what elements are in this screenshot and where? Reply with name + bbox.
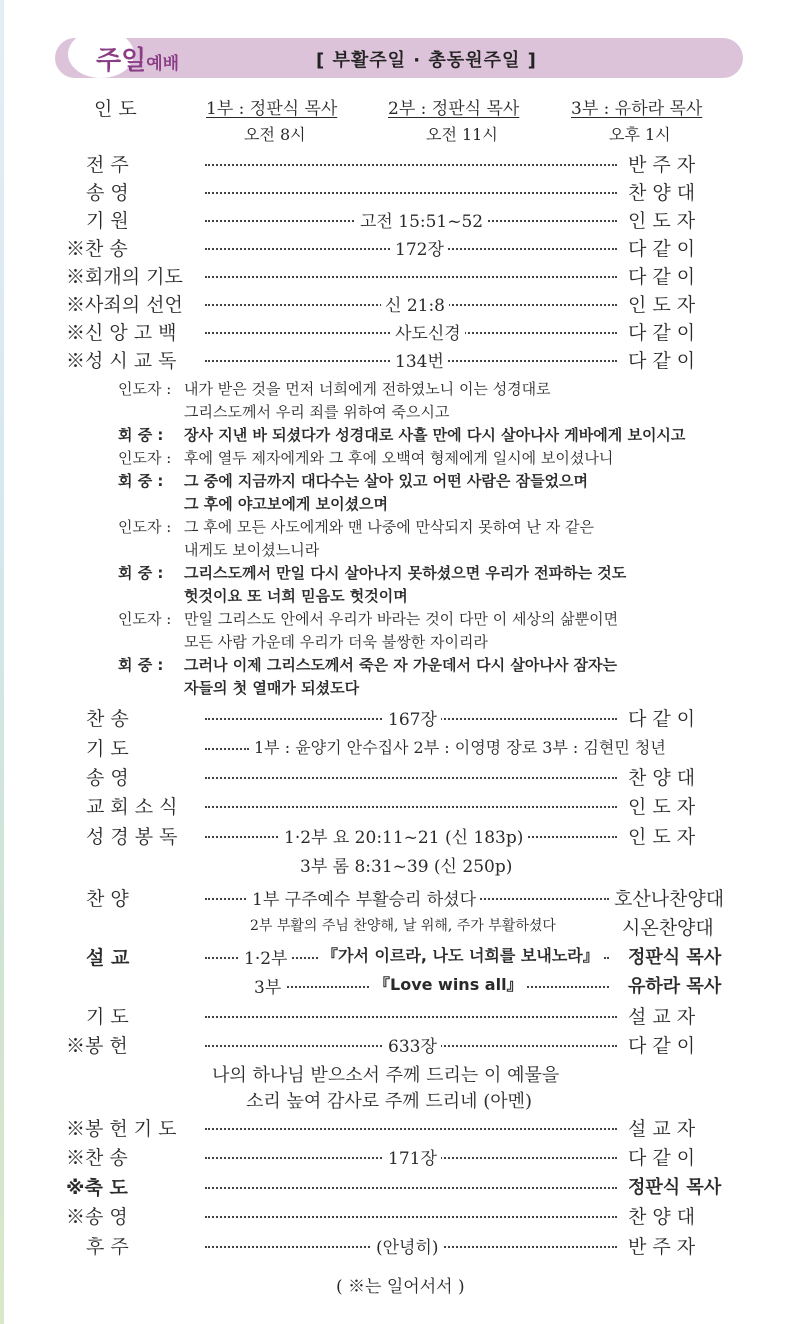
reading-line: 그러나 이제 그리스도께서 죽은 자 가운데서 다시 살아나사 잠자는 (184, 656, 618, 674)
reading-line: 그 후에 모든 사도에게와 맨 나중에 만삭되지 못하여 난 자 같은 (184, 518, 594, 536)
leader-dots (205, 1016, 617, 1018)
reading-line: 내가 받은 것을 먼저 너희에게 전하였노니 이는 성경대로 (184, 380, 551, 398)
row-center: 167장 (384, 705, 441, 730)
leader-label: 인도자 : (118, 380, 172, 398)
sermon-title-2: 『Love wins all』 (370, 972, 527, 995)
row-label: ※찬 송 (66, 238, 128, 260)
reading-line: 자들의 첫 열매가 되셨도다 (184, 679, 360, 697)
row-label: ※축 도 (66, 1177, 128, 1199)
anthem-choir-1: 호산나찬양대 (614, 888, 725, 910)
congregation-label: 회 중 : (118, 472, 164, 490)
row-label: ※송 영 (66, 1206, 128, 1228)
sermon-preacher-2: 유하라 목사 (628, 976, 722, 997)
row-right: 인 도 자 (628, 210, 696, 232)
leader-2: 2부 : 정판식 목사 (388, 99, 520, 119)
offering-text-2: 소리 높여 감사로 주께 드리네 (아멘) (246, 1091, 533, 1112)
anthem-choir-2: 시온찬양대 (622, 917, 714, 939)
reading-line: 그리스도께서 우리 죄를 위하여 죽으시고 (184, 403, 450, 421)
bible-passage-2: 3부 롬 8:31~39 (신 250p) (300, 857, 513, 877)
row-right: 다 같 이 (628, 350, 696, 372)
row-label: ※봉 헌 기 도 (66, 1118, 177, 1140)
leader-dots (205, 1187, 617, 1189)
row-label: ※봉 헌 (66, 1035, 128, 1057)
leader-dots (205, 748, 249, 750)
time-2: 오전 11시 (426, 125, 498, 144)
reading-line: 만일 그리스도 안에서 우리가 바라는 것이 다만 이 세상의 삶뿐이면 (184, 610, 619, 628)
leader-label: 인도자 : (118, 449, 172, 467)
leader-label: 인도자 : (118, 610, 172, 628)
anthem-2: 2부 부활의 주님 찬양해, 날 위해, 주가 부활하셨다 (250, 918, 556, 934)
congregation-label: 회 중 : (118, 656, 164, 674)
leader-dots (205, 1128, 617, 1130)
row-label: 후 주 (86, 1236, 129, 1258)
leader-dots (205, 806, 617, 808)
page-subtitle: [ 부활주일 · 총동원주일 ] (316, 50, 537, 71)
row-center: 134번 (391, 347, 448, 372)
row-label: ※성 시 교 독 (66, 350, 177, 372)
leader-dots (205, 164, 617, 166)
row-label: ※회개의 기도 (66, 266, 183, 288)
row-right: 설 교 자 (628, 1118, 696, 1140)
row-right: 설 교 자 (628, 1006, 696, 1028)
prayer-leaders: 1부 : 윤양기 안수집사 2부 : 이영명 장로 3부 : 김현민 청년 (254, 738, 666, 757)
row-right: 찬 양 대 (628, 182, 696, 204)
bible-passage-1: 1·2부 요 20:11~21 (신 183p) (280, 823, 527, 848)
row-right: 다 같 이 (628, 1035, 696, 1057)
title-sub: 예배 (146, 54, 180, 74)
leader-3: 3부 : 유하라 목사 (571, 99, 703, 119)
leaders-label: 인 도 (94, 98, 137, 120)
row-center: 신 21:8 (381, 291, 449, 316)
offering-text-1: 나의 하나님 받으소서 주께 드리는 이 예물을 (212, 1065, 560, 1086)
reading-line: 그 후에 야고보에게 보이셨으며 (184, 495, 389, 513)
row-right: 다 같 이 (628, 1147, 696, 1169)
row-label: ※사죄의 선언 (66, 294, 183, 316)
reading-line: 장사 지낸 바 되셨다가 성경대로 사흘 만에 다시 살아나사 게바에게 보이시고 (184, 426, 686, 444)
title-main: 주일 (96, 46, 147, 76)
leader-label: 인도자 : (118, 518, 172, 536)
row-label: 찬 양 (86, 888, 129, 910)
row-center: 633장 (384, 1032, 441, 1057)
time-1: 오전 8시 (244, 125, 306, 144)
anthem-1: 1부 구주예수 부활승리 하셨다 (248, 885, 480, 910)
leader-dots (205, 276, 617, 278)
reading-line: 그리스도께서 만일 다시 살아나지 못하셨으면 우리가 전파하는 것도 (184, 564, 627, 582)
row-label: 교 회 소 식 (86, 796, 178, 818)
sermon-preacher-1: 정판식 목사 (628, 947, 722, 968)
row-label: 설 교 (86, 947, 130, 969)
row-right: 정판식 목사 (628, 1177, 722, 1198)
row-label: 기 도 (86, 1006, 129, 1028)
row-right: 반 주 자 (628, 154, 696, 176)
row-right: 찬 양 대 (628, 1206, 696, 1228)
row-center: 사도신경 (391, 319, 465, 344)
row-label: 기 원 (86, 210, 129, 232)
reading-line: 후에 열두 제자에게와 그 후에 오백여 형제에게 일시에 보이셨나니 (184, 449, 614, 467)
row-label: 전 주 (86, 154, 129, 176)
leader-dots (205, 777, 617, 779)
row-right: 인 도 자 (628, 294, 696, 316)
sermon-title-1: 『가서 이르라, 나도 너희를 보내노라』 (318, 943, 603, 966)
row-right: 다 같 이 (628, 322, 696, 344)
reading-line: 그 중에 지금까지 대다수는 살아 있고 어떤 사람은 잠들었으며 (184, 472, 589, 490)
leader-1: 1부 : 정판식 목사 (206, 99, 338, 119)
row-right: 다 같 이 (628, 266, 696, 288)
footnote: ( ※는 일어서서 ) (336, 1277, 465, 1297)
leader-dots (205, 192, 617, 194)
sermon-service-1: 1·2부 (240, 944, 291, 969)
row-label: 송 영 (86, 767, 129, 789)
row-label: 성 경 봉 독 (86, 826, 178, 848)
leader-dots (205, 1216, 617, 1218)
congregation-label: 회 중 : (118, 564, 164, 582)
row-label: ※찬 송 (66, 1147, 128, 1169)
row-label: ※신 앙 고 백 (66, 322, 177, 344)
row-label: 기 도 (86, 738, 129, 760)
row-right: 찬 양 대 (628, 767, 696, 789)
reading-line: 내게도 보이셨느니라 (184, 541, 320, 559)
row-label: 찬 송 (86, 708, 129, 730)
reading-line: 헛것이요 또 너희 믿음도 헛것이며 (184, 587, 408, 605)
reading-line: 모든 사람 가운데 우리가 더욱 불쌍한 자이리라 (184, 633, 488, 651)
row-right: 반 주 자 (628, 1236, 696, 1258)
sermon-service-2: 3부 (250, 973, 285, 998)
congregation-label: 회 중 : (118, 426, 164, 444)
row-right: 인 도 자 (628, 826, 696, 848)
row-center: 172장 (391, 235, 448, 260)
row-center: 171장 (384, 1144, 441, 1169)
page-title (96, 40, 179, 77)
row-label: 송 영 (86, 182, 129, 204)
row-right: 인 도 자 (628, 796, 696, 818)
row-right: 다 같 이 (628, 238, 696, 260)
row-center: 고전 15:51~52 (356, 207, 487, 232)
time-3: 오후 1시 (609, 125, 671, 144)
left-edge-strip (0, 0, 4, 1324)
row-center: (안녕히) (372, 1233, 443, 1258)
row-right: 다 같 이 (628, 708, 696, 730)
